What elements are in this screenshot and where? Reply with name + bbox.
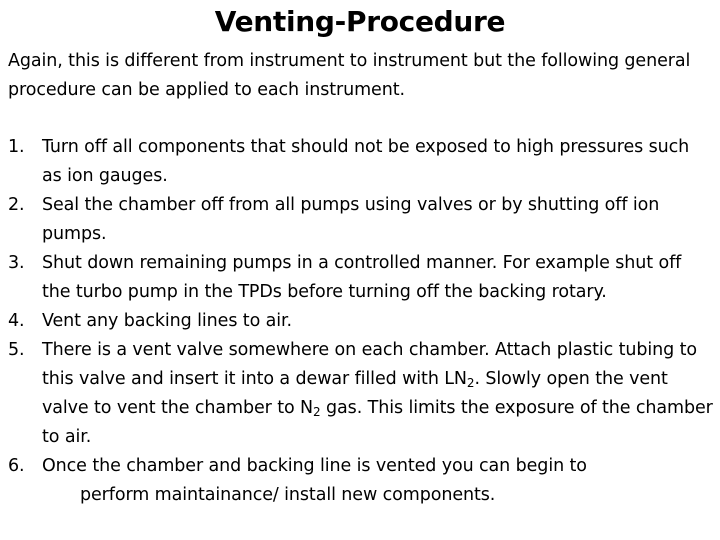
step-text <box>42 452 714 510</box>
step-text: Seal the chamber off from all pumps using valves or by shutting off ion pumps. <box>42 195 660 244</box>
list-item <box>8 452 714 510</box>
step-text: Shut down remaining pumps in a controlled manner. For example shut off the turbo pump in the TPDs before turning off the backing rotary. <box>42 253 682 302</box>
step-text-part: There is a vent valve somewhere on each chamber. Attach plastic tubing to this valve and insert it into a dewar filled with LN <box>42 340 697 389</box>
step-number: 6. <box>8 456 25 476</box>
subscript: 2 <box>313 405 321 419</box>
step-number: 4. <box>8 311 25 331</box>
list-item <box>8 307 714 336</box>
intro-paragraph: Again, this is different from instrument to instrument but the following general procedure can be applied to each instrument. <box>8 51 691 100</box>
step-text <box>42 340 713 447</box>
step-number: 2. <box>8 195 25 215</box>
subscript: 2 <box>466 376 475 390</box>
step-number: 5. <box>8 340 25 360</box>
step-text-part: gas. This limits the exposure of the chamber to air. <box>42 398 713 447</box>
step-number: 1. <box>8 137 25 157</box>
step-text-line: Once the chamber and backing line is vented you can begin to <box>42 456 587 476</box>
procedure-list <box>8 133 714 510</box>
list-item <box>8 133 714 191</box>
step-text: Vent any backing lines to air. <box>42 311 292 331</box>
slide-title: Venting-Procedure <box>214 5 506 38</box>
list-item <box>8 336 714 452</box>
step-text-part: . Slowly open the vent valve to vent the chamber to N <box>42 369 668 418</box>
list-item <box>8 191 714 249</box>
step-text-line: perform maintainance/ install new components. <box>80 485 496 505</box>
step-number: 3. <box>8 253 25 273</box>
step-text: Turn off all components that should not be exposed to high pressures such as ion gauges. <box>42 137 690 186</box>
list-item <box>8 249 714 307</box>
